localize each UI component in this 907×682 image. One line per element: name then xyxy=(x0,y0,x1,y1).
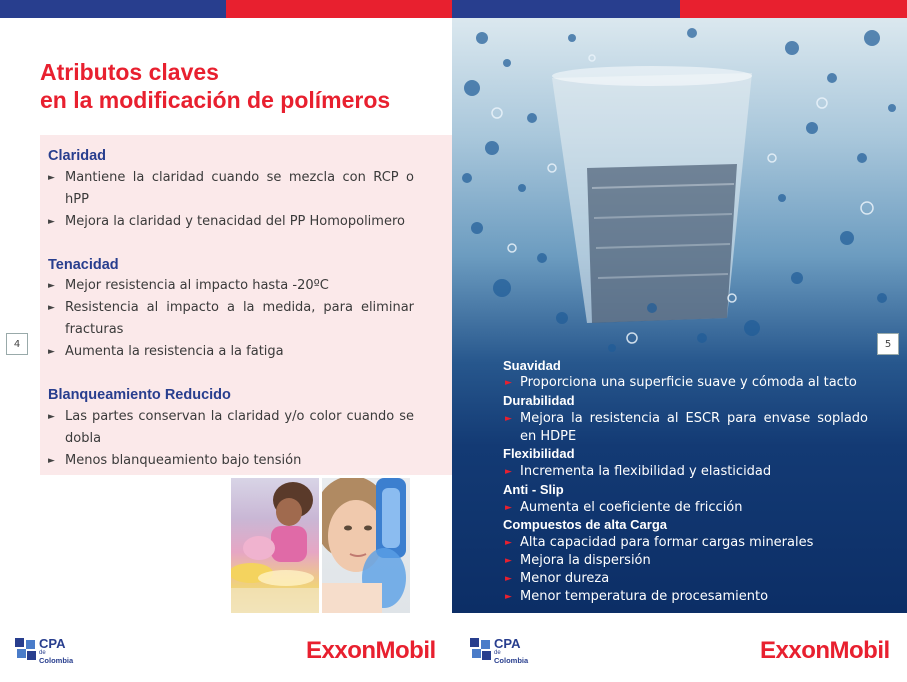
bullet-triangle-icon: ► xyxy=(505,503,512,513)
list-item-text: Menor temperatura de procesamiento xyxy=(520,589,769,604)
list-item-text: Alta capacidad para formar cargas minerales xyxy=(520,535,814,550)
title-line-2: en la modificación de polímeros xyxy=(40,87,391,113)
top-bar-blue-left xyxy=(0,0,226,18)
bullet-triangle-icon: ► xyxy=(48,303,55,313)
right-heading-durabilidad: Durabilidad xyxy=(503,393,575,408)
page-number-left: 4 xyxy=(6,333,28,355)
cpa-de: de xyxy=(39,650,46,656)
list-item-text: Mejora la resistencia al ESCR para envase soplado en HDPE xyxy=(520,411,868,444)
list-item xyxy=(503,410,868,446)
bullet-triangle-icon: ► xyxy=(48,412,55,422)
children-photo-illustration xyxy=(231,478,319,613)
bullet-triangle-icon: ► xyxy=(48,347,55,357)
bullet-triangle-icon: ► xyxy=(505,378,512,388)
list-item xyxy=(503,499,868,517)
bullet-triangle-icon: ► xyxy=(505,467,512,477)
top-bar-red-left xyxy=(226,0,452,18)
cpa-country: Colombia xyxy=(494,656,529,665)
list-item xyxy=(503,552,868,570)
list-item-text: Menos blanqueamiento bajo tensión xyxy=(65,453,302,468)
list-item xyxy=(48,341,414,363)
section-list-tenacidad xyxy=(48,275,414,363)
section-heading-claridad: Claridad xyxy=(48,148,107,164)
title-line-1: Atributos claves xyxy=(40,59,219,85)
cpa-mark-icon xyxy=(470,638,492,664)
cpa-mark-icon xyxy=(15,638,37,664)
right-list-compuestos xyxy=(503,534,868,606)
exxonmobil-logo-right: ExxonMobil xyxy=(760,637,890,664)
list-item-text: Menor dureza xyxy=(520,571,610,586)
section-list-blanqueamiento xyxy=(48,406,414,472)
list-item xyxy=(503,374,868,392)
list-item-text: Incrementa la flexibilidad y elasticidad xyxy=(520,464,772,479)
list-item-text: Aumenta el coeficiente de fricción xyxy=(520,500,743,515)
bullet-triangle-icon: ► xyxy=(505,574,512,584)
bullet-triangle-icon: ► xyxy=(48,173,55,183)
list-item xyxy=(503,534,868,552)
list-item-text: Resistencia al impacto a la medida, para eliminar fracturas xyxy=(65,300,414,337)
cpa-de: de xyxy=(494,650,501,656)
list-item xyxy=(503,463,868,481)
cpa-name: CPA xyxy=(494,636,521,651)
bullet-triangle-icon: ► xyxy=(505,592,512,602)
section-list-claridad xyxy=(48,167,414,233)
right-list-flexibilidad xyxy=(503,463,868,481)
list-item xyxy=(503,588,868,606)
woman-photo-illustration xyxy=(322,478,410,613)
right-heading-suavidad: Suavidad xyxy=(503,358,561,373)
section-heading-blanqueamiento: Blanqueamiento Reducido xyxy=(48,387,231,403)
bullet-triangle-icon: ► xyxy=(505,556,512,566)
bullet-triangle-icon: ► xyxy=(505,538,512,548)
exxonmobil-logo-left: ExxonMobil xyxy=(306,637,436,664)
bullet-triangle-icon: ► xyxy=(48,456,55,466)
photo-children-playing xyxy=(231,478,319,613)
right-list-anti-slip xyxy=(503,499,868,517)
list-item-text: Mantiene la claridad cuando se mezcla con RCP o hPP xyxy=(65,170,414,207)
right-heading-flexibilidad: Flexibilidad xyxy=(503,446,575,461)
list-item-text: Aumenta la resistencia a la fatiga xyxy=(65,344,284,359)
list-item xyxy=(48,275,414,297)
list-item xyxy=(48,450,414,472)
cpa-name: CPA xyxy=(39,636,66,651)
list-item-text: Mejora la claridad y tenacidad del PP Homopolimero xyxy=(65,214,405,229)
list-item xyxy=(48,297,414,341)
right-heading-anti-slip: Anti - Slip xyxy=(503,482,564,497)
top-bar-red-right xyxy=(680,0,907,18)
bullet-triangle-icon: ► xyxy=(48,217,55,227)
list-item xyxy=(48,211,414,233)
right-heading-compuestos: Compuestos de alta Carga xyxy=(503,517,667,532)
page-number-right: 5 xyxy=(877,333,899,355)
list-item xyxy=(48,167,414,211)
cpa-logo-right xyxy=(470,636,550,670)
cpa-logo-left xyxy=(15,636,95,670)
list-item-text: Mejora la dispersión xyxy=(520,553,651,568)
right-list-durabilidad xyxy=(503,410,868,446)
top-bar-blue-right xyxy=(452,0,680,18)
list-item-text: Las partes conservan la claridad y/o color cuando se dobla xyxy=(65,409,414,446)
photo-woman-with-bottle xyxy=(322,478,410,613)
list-item-text: Proporciona una superficie suave y cómoda al tacto xyxy=(520,375,857,390)
cpa-country: Colombia xyxy=(39,656,74,665)
list-item-text: Mejor resistencia al impacto hasta -20ºC xyxy=(65,278,329,293)
page-title xyxy=(40,58,390,114)
list-item xyxy=(503,570,868,588)
list-item xyxy=(48,406,414,450)
bullet-triangle-icon: ► xyxy=(48,281,55,291)
section-heading-tenacidad: Tenacidad xyxy=(48,257,119,273)
right-list-suavidad xyxy=(503,374,868,392)
bullet-triangle-icon: ► xyxy=(505,414,512,424)
